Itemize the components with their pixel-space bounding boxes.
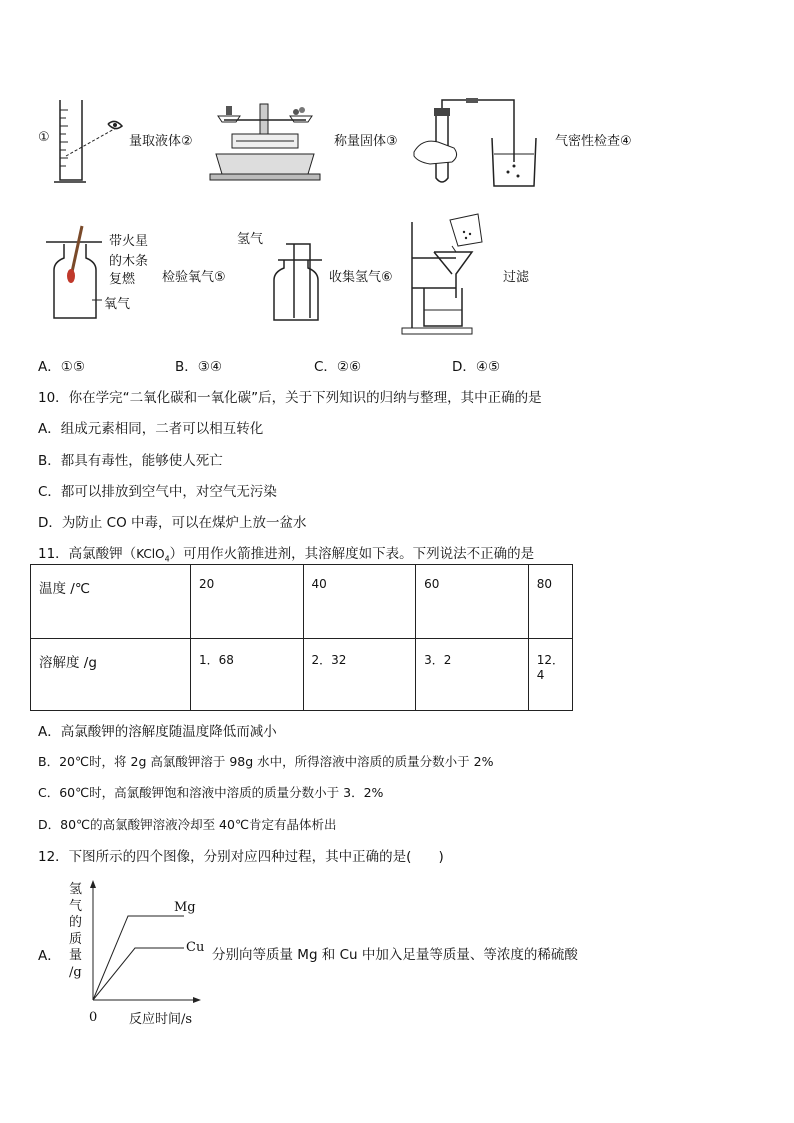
table-cell: 60 xyxy=(416,565,529,639)
table-cell: 1．68 xyxy=(190,639,303,711)
table-cell: 12．4 xyxy=(528,639,572,711)
table-cell: 温度 /℃ xyxy=(31,565,191,639)
series-cu-line xyxy=(93,948,184,1000)
balance-scale-icon xyxy=(210,100,320,182)
table-cell: 溶解度 /g xyxy=(31,639,191,711)
splint-line-1: 带火星 xyxy=(109,234,149,249)
label-weigh-solid: 称量固体③ xyxy=(334,134,398,149)
ylabel-char: 量 xyxy=(69,948,83,963)
oxygen-test-bottle-icon xyxy=(46,224,106,322)
ylabel-char: 气 xyxy=(69,898,83,914)
q9-option-d: D．④⑤ xyxy=(452,359,501,375)
table-cell: 40 xyxy=(303,565,416,639)
q10-option-c: C．都可以排放到空气中，对空气无污染 xyxy=(38,484,277,500)
q9-option-a: A．①⑤ xyxy=(38,359,85,375)
q11-option-a: A．高氯酸钾的溶解度随温度降低而减小 xyxy=(38,724,277,740)
ylabel-char: 氢 xyxy=(69,882,83,897)
q10-option-a: A．组成元素相同，二者可以相互转化 xyxy=(38,421,264,437)
q9-option-c: C．②⑥ xyxy=(314,359,362,375)
table-cell: 3．2 xyxy=(416,639,529,711)
table-cell: 80 xyxy=(528,565,572,639)
ylabel-char: 质 xyxy=(69,931,83,947)
q12-option-a-desc: 分别向等质量 Mg 和 Cu 中加入足量等质量、等浓度的稀硫酸 xyxy=(212,947,578,963)
q10-option-b: B．都具有毒性，能够使人死亡 xyxy=(38,453,223,469)
q11-formula-subscript: 4 xyxy=(164,554,170,564)
label-airtightness: 气密性检查④ xyxy=(555,134,632,149)
airtightness-check-icon xyxy=(408,98,548,192)
label-collect-hydrogen: 收集氢气⑥ xyxy=(329,270,393,285)
q11-stem: 11．高氯酸钾（KClO$_4$）可用作火箭推进剂，其溶解度如下表。下列说法不正确的是 xyxy=(38,546,535,564)
q11-option-b: B．20℃时，将 2g 高氯酸钾溶于 98g 水中，所得溶液中溶质的质量分数小于 2% xyxy=(38,754,494,769)
label-filtration: 过滤 xyxy=(503,270,530,285)
q11-option-c: C．60℃时，高氯酸钾饱和溶液中溶质的质量分数小于 3．2% xyxy=(38,785,384,800)
label-measure-liquid: 量取液体② xyxy=(129,134,193,149)
xlabel: 反应时间/s xyxy=(129,1012,193,1027)
ylabel-char: /g xyxy=(69,964,82,980)
q10-option-d: D．为防止 CO 中毒，可以在煤炉上放一盆水 xyxy=(38,515,307,531)
hydrogen-label: 氢气 xyxy=(237,232,264,247)
series-mg-line xyxy=(93,916,184,1000)
q10-stem: 10．你在学完“二氧化碳和一氧化碳”后，关于下列知识的归纳与整理，其中正确的是 xyxy=(38,390,542,406)
table-row xyxy=(31,565,573,639)
filtration-setup-icon xyxy=(398,212,508,336)
q9-option-b: B．③④ xyxy=(175,359,222,375)
gas-collection-bottle-icon xyxy=(268,238,328,324)
table-cell: 20 xyxy=(190,565,303,639)
splint-line-3: 复燃 xyxy=(109,272,136,287)
y-axis-arrow xyxy=(90,880,96,888)
table-cell: 2．32 xyxy=(303,639,416,711)
splint-line-2: 的木条 xyxy=(109,254,149,269)
series-cu-label: Cu xyxy=(186,940,205,955)
origin-label: 0 xyxy=(89,1010,98,1025)
graduated-cylinder-icon xyxy=(52,98,122,188)
q11-formula: KClO xyxy=(136,547,165,561)
q11-option-d: D．80℃的高氯酸钾溶液冷却至 40℃肯定有晶体析出 xyxy=(38,817,337,832)
table-row xyxy=(31,639,573,711)
x-axis-arrow xyxy=(193,997,201,1003)
label-test-oxygen: 检验氧气⑤ xyxy=(162,270,226,285)
q12-stem: 12．下图所示的四个图像，分别对应四种过程，其中正确的是( ) xyxy=(38,849,444,865)
solubility-table xyxy=(30,564,573,711)
oxygen-label: 氧气 xyxy=(104,297,131,312)
label-1: ① xyxy=(38,130,50,145)
ylabel-char: 的 xyxy=(69,915,83,930)
q12-option-label: A． xyxy=(38,948,61,964)
series-mg-label: Mg xyxy=(174,900,196,915)
